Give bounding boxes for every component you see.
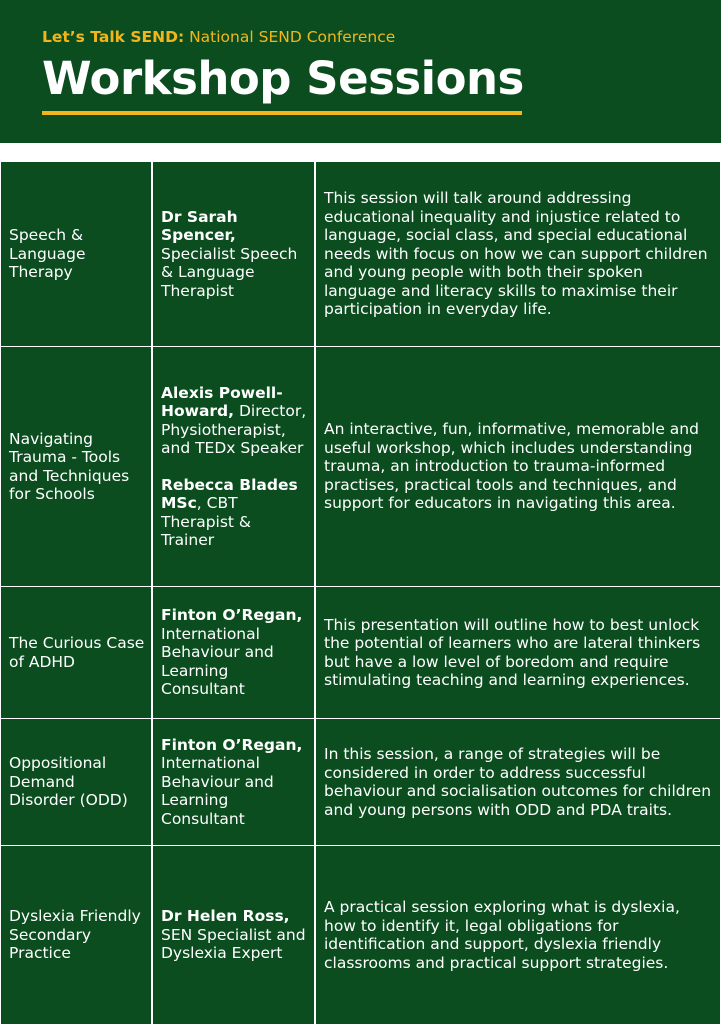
conference-name: National SEND Conference bbox=[184, 28, 396, 46]
session-title-cell bbox=[1, 347, 151, 586]
speaker-role: SEN Specialist and Dyslexia Expert bbox=[161, 925, 306, 963]
session-title: Speech & Language Therapy bbox=[9, 226, 86, 282]
speaker-name: Dr Sarah Spencer, bbox=[161, 207, 238, 245]
sessions-table bbox=[0, 161, 721, 1024]
speaker bbox=[161, 736, 308, 829]
session-description: An interactive, fun, informative, memorable and useful workshop, which includes understanding trauma, an introduction to trauma-informed practises, practical tools and techniques, and support for educators in navigating this area. bbox=[324, 420, 699, 513]
description-cell bbox=[316, 587, 720, 718]
session-description: This presentation will outline how to best unlock the potential of learners who are lateral thinkers but have a low level of boredom and require stimulating teaching and learning experiences. bbox=[324, 615, 701, 689]
session-title: Navigating Trauma - Tools and Techniques for Schools bbox=[9, 429, 130, 503]
session-title-cell bbox=[1, 719, 151, 845]
speaker-name: Finton O’Regan, bbox=[161, 606, 303, 625]
table-row bbox=[0, 346, 721, 586]
session-title: Dyslexia Friendly Secondary Practice bbox=[9, 907, 141, 963]
speaker-list bbox=[161, 208, 308, 301]
session-description: In this session, a range of strategies will be considered in order to address successful behaviour and socialisation outcomes for children and young persons with ODD and PDA traits. bbox=[324, 745, 712, 819]
description-cell bbox=[316, 347, 720, 586]
session-title-cell bbox=[1, 846, 151, 1024]
brand-name: Let’s Talk SEND: bbox=[42, 28, 185, 46]
speaker-list bbox=[161, 736, 308, 829]
speaker bbox=[161, 606, 308, 699]
speaker-role: Specialist Speech & Language Therapist bbox=[161, 244, 298, 300]
speaker-role: International Behaviour and Learning Consultant bbox=[161, 624, 274, 699]
speaker-cell bbox=[153, 587, 314, 718]
title-underline bbox=[42, 111, 522, 115]
description-cell bbox=[316, 162, 720, 346]
speaker bbox=[161, 208, 308, 301]
session-title: The Curious Case of ADHD bbox=[9, 634, 145, 671]
speaker-role: Director, Physiotherapist, and TEDx Speaker bbox=[161, 402, 307, 457]
table-row bbox=[0, 586, 721, 718]
speaker-list bbox=[161, 606, 308, 699]
session-title-cell bbox=[1, 587, 151, 718]
page-title: Workshop Sessions bbox=[42, 52, 524, 105]
speaker bbox=[161, 384, 308, 458]
page-header bbox=[0, 0, 721, 143]
conference-label bbox=[42, 28, 395, 46]
table-row bbox=[0, 718, 721, 845]
speaker-role: International Behaviour and Learning Consultant bbox=[161, 754, 274, 828]
speaker bbox=[161, 476, 308, 550]
speaker-name: Rebecca Blades MSc bbox=[161, 475, 298, 512]
description-cell bbox=[316, 846, 720, 1024]
speaker-cell bbox=[153, 162, 314, 346]
session-title: Oppositional Demand Disorder (ODD) bbox=[9, 754, 128, 810]
session-title-cell bbox=[1, 162, 151, 346]
speaker-list bbox=[161, 384, 308, 550]
speaker-name: Dr Helen Ross, bbox=[161, 907, 290, 926]
speaker-list bbox=[161, 907, 308, 963]
speaker-name: Finton O’Regan, bbox=[161, 735, 303, 754]
table-row bbox=[0, 161, 721, 346]
speaker-cell bbox=[153, 719, 314, 845]
session-description: This session will talk around addressing educational inequality and injustice related to language, social class, and special educational needs with focus on how we can support children and young people with both their spoken language and literacy skills to maximise their participation in everyday life. bbox=[324, 189, 708, 319]
session-description: A practical session exploring what is dyslexia, how to identify it, legal obligations for identification and support, dyslexia friendly classrooms and practical support strategies. bbox=[324, 898, 680, 972]
speaker-cell bbox=[153, 347, 314, 586]
speaker-role: , CBT Therapist & Trainer bbox=[161, 494, 252, 549]
description-cell bbox=[316, 719, 720, 845]
speaker bbox=[161, 907, 308, 963]
table-row bbox=[0, 845, 721, 1024]
speaker-name: Alexis Powell-Howard, bbox=[161, 383, 283, 420]
speaker-cell bbox=[153, 846, 314, 1024]
